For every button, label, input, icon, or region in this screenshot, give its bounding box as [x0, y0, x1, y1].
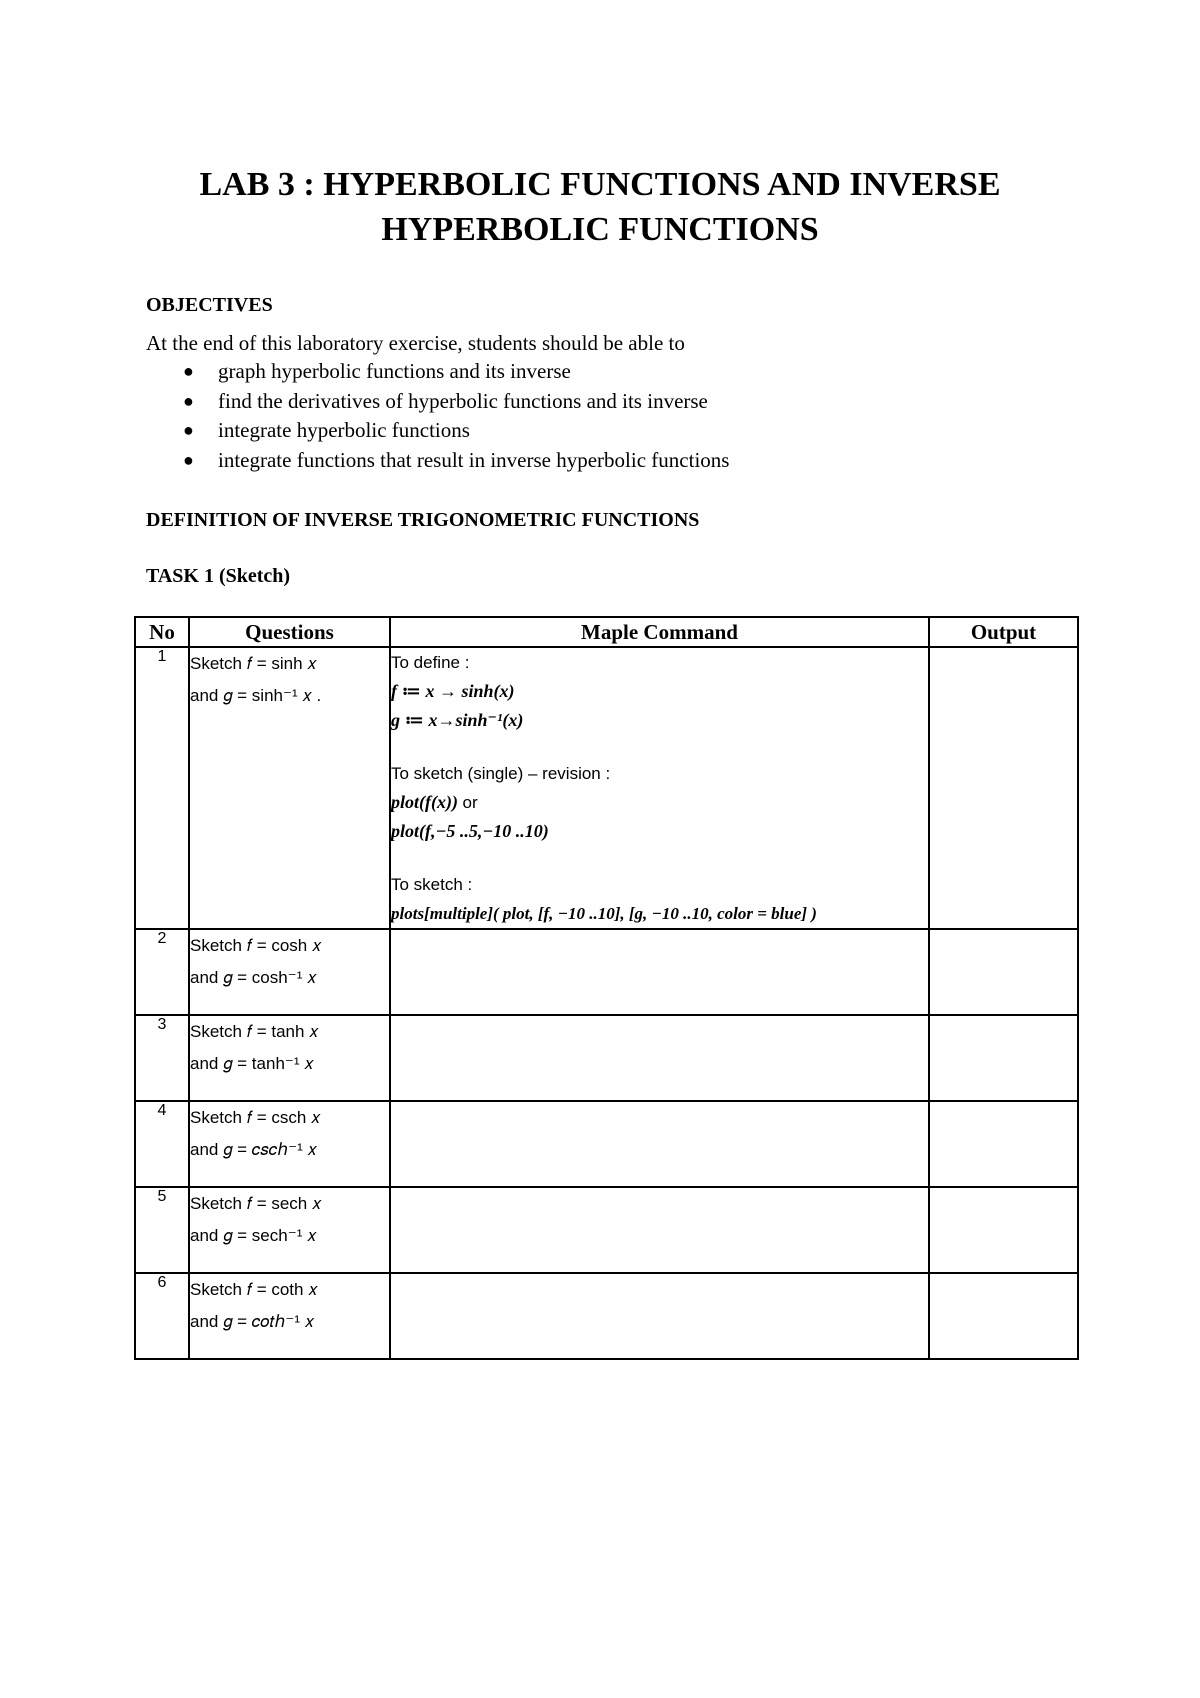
bullet-icon: ●	[183, 361, 194, 381]
maple-command-cell	[390, 1187, 929, 1273]
question-cell	[189, 929, 390, 1015]
column-header-maple-command: Maple Command	[390, 617, 929, 647]
output-cell	[929, 1273, 1078, 1359]
task-heading: TASK 1 (Sketch)	[146, 565, 291, 587]
define-label: To define :	[391, 653, 470, 672]
title-line-1: LAB 3 : HYPERBOLIC FUNCTIONS AND INVERSE	[199, 166, 1001, 203]
objective-item: ● integrate hyperbolic functions	[146, 416, 729, 446]
output-cell	[929, 1015, 1078, 1101]
bullet-icon: ●	[183, 390, 194, 411]
objective-item: ● integrate functions that result in inverse hyperbolic functions	[146, 446, 729, 476]
question-line: and 𝑔 = sinh⁻¹ 𝑥 .	[190, 686, 322, 705]
row-number: 2	[135, 929, 189, 1015]
column-header-no: No	[135, 617, 189, 647]
table-row	[135, 1187, 1078, 1273]
table-row	[135, 647, 1078, 929]
column-header-output: Output	[929, 617, 1078, 647]
bullet-icon: ●	[183, 420, 194, 440]
title-line-2: HYPERBOLIC FUNCTIONS	[381, 211, 819, 248]
question-cell	[189, 647, 390, 929]
objective-item: ● find the derivatives of hyperbolic functions and its inverse	[146, 387, 729, 417]
table-header-row	[135, 617, 1078, 647]
row-number: 3	[135, 1015, 189, 1101]
question-line: Sketch 𝑓 = csch 𝑥	[190, 1108, 321, 1127]
sketch-label: To sketch :	[391, 875, 473, 894]
column-header-questions: Questions	[189, 617, 390, 647]
question-cell	[189, 1187, 390, 1273]
page-title	[100, 162, 1100, 252]
maple-command-cell	[390, 1273, 929, 1359]
objectives-heading: OBJECTIVES	[146, 294, 273, 316]
output-cell	[929, 647, 1078, 929]
maple-command: plot(f(x))	[391, 792, 458, 812]
maple-command: plots[multiple]( plot, [f, −10 ..10], [g, −10 ..10, color = blue] )	[391, 904, 817, 923]
task-table	[134, 616, 1079, 1360]
question-cell	[189, 1015, 390, 1101]
definition-heading: DEFINITION OF INVERSE TRIGONOMETRIC FUNCTIONS	[146, 509, 700, 531]
row-number: 5	[135, 1187, 189, 1273]
question-line: Sketch 𝑓 = sech 𝑥	[190, 1194, 322, 1213]
maple-command-cell	[390, 929, 929, 1015]
question-cell	[189, 1101, 390, 1187]
table-row	[135, 1015, 1078, 1101]
single-sketch-line	[391, 788, 928, 817]
output-cell	[929, 929, 1078, 1015]
question-line: and 𝑔 = 𝑐𝑠𝑐ℎ⁻¹ 𝑥	[190, 1140, 317, 1159]
question-line: Sketch 𝑓 = sinh 𝑥	[190, 654, 317, 673]
table-row	[135, 1101, 1078, 1187]
table-row	[135, 1273, 1078, 1359]
table-row	[135, 929, 1078, 1015]
objectives-intro: At the end of this laboratory exercise, students should be able to	[146, 331, 685, 355]
question-line: Sketch 𝑓 = coth 𝑥	[190, 1280, 318, 1299]
row-number: 4	[135, 1101, 189, 1187]
maple-command-cell	[390, 647, 929, 929]
maple-command: g ≔ x→sinh⁻¹(x)	[391, 710, 524, 730]
maple-command: f ≔ x → sinh(x)	[391, 681, 515, 701]
maple-command-cell	[390, 1101, 929, 1187]
single-sketch-label: To sketch (single) – revision :	[391, 764, 611, 783]
row-number: 6	[135, 1273, 189, 1359]
bullet-icon: ●	[183, 449, 194, 470]
question-line: and 𝑔 = sech⁻¹ 𝑥	[190, 1226, 317, 1245]
question-line: and 𝑔 = tanh⁻¹ 𝑥	[190, 1054, 314, 1073]
output-cell	[929, 1101, 1078, 1187]
maple-command-cell	[390, 1015, 929, 1101]
output-cell	[929, 1187, 1078, 1273]
or-label: or	[462, 793, 478, 812]
question-line: and 𝑔 = cosh⁻¹ 𝑥	[190, 968, 317, 987]
question-line: Sketch 𝑓 = cosh 𝑥	[190, 936, 322, 955]
row-number: 1	[135, 647, 189, 929]
question-line: and 𝑔 = 𝑐𝑜𝑡ℎ⁻¹ 𝑥	[190, 1312, 315, 1331]
objectives-list	[146, 357, 729, 475]
question-cell	[189, 1273, 390, 1359]
question-line: Sketch 𝑓 = tanh 𝑥	[190, 1022, 319, 1041]
maple-command: plot(f,−5 ..5,−10 ..10)	[391, 821, 549, 841]
objective-item: ● graph hyperbolic functions and its inverse	[146, 357, 729, 387]
